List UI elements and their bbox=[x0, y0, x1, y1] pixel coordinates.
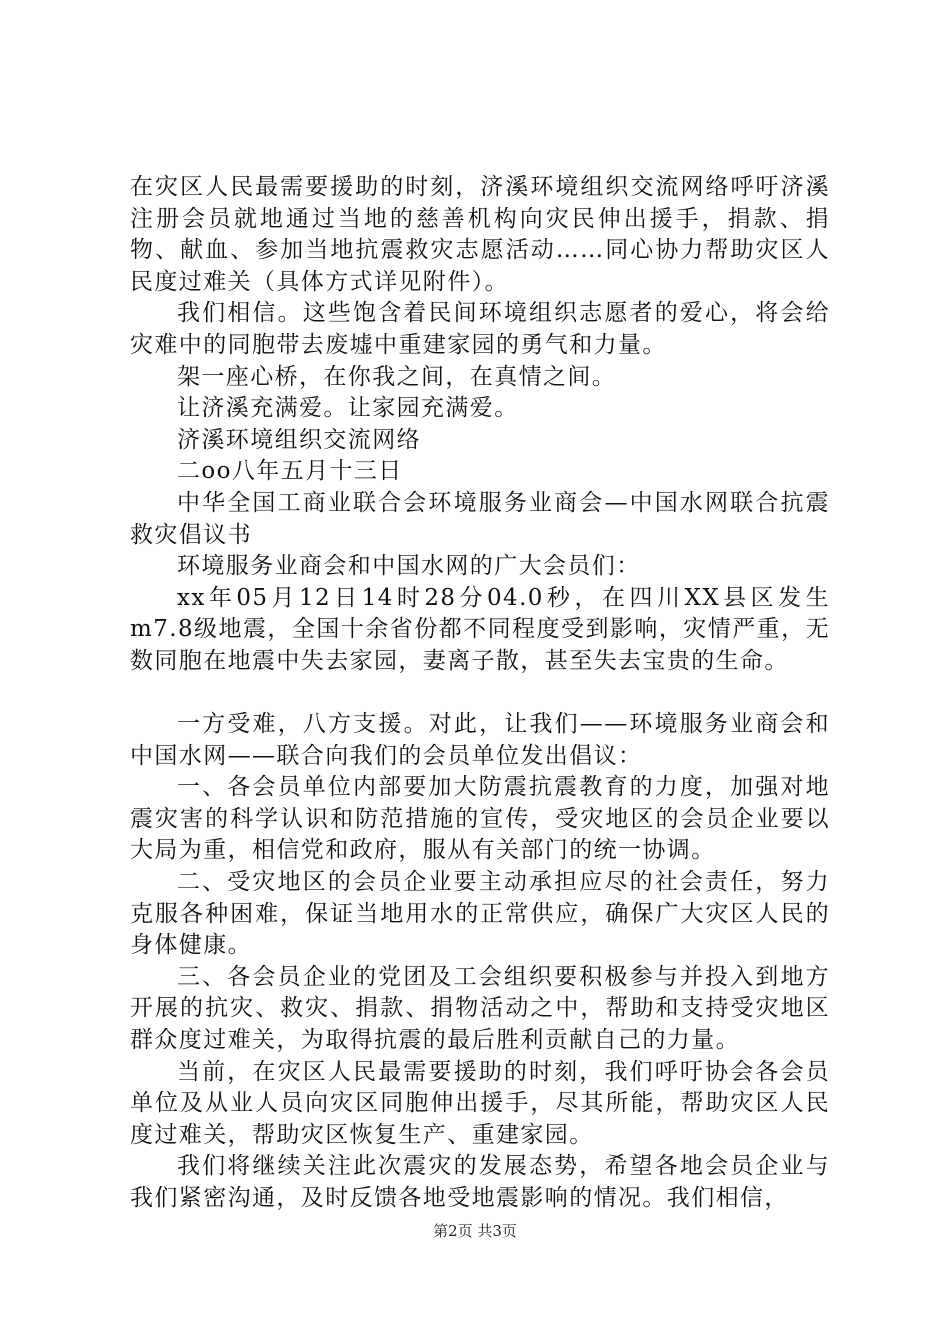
paragraph: 架一座心桥，在你我之间，在真情之间。 bbox=[177, 363, 617, 390]
paragraph: 在灾区人民最需要援助的时刻，济溪环境组织交流网络呼吁济溪注册会员就地通过当地的慈善机构向灾民伸出援手，捐款、捐物、献血、参加当地抗震救灾志愿活动……同心协力帮助灾区人民度过难关（具体方式详见附件）。 bbox=[130, 174, 830, 295]
paragraph: 当前，在灾区人民最需要援助的时刻，我们呼吁协会各会员单位及从业人员向灾区同胞伸出援手，尽其所能，帮助灾区人民度过难关，帮助灾区恢复生产、重建家园。 bbox=[130, 1058, 830, 1148]
paragraph: 中华全国工商业联合会环境服务业商会—中国水网联合抗震救灾倡议书 bbox=[130, 489, 830, 548]
paragraph: 我们将继续关注此次震灾的发展态势，希望各地会员企业与我们紧密沟通，及时反馈各地受地震影响的情况。我们相信， bbox=[130, 1153, 830, 1211]
paragraph: 一方受难，八方支援。对此，让我们——环境服务业商会和中国水网——联合向我们的会员单位发出倡议： bbox=[130, 711, 830, 769]
paragraph: 三、各会员企业的党团及工会组织要积极参与并投入到地方开展的抗灾、救灾、捐款、捐物活动之中，帮助和支持受灾地区群众度过难关，为取得抗震的最后胜利贡献自己的力量。 bbox=[130, 963, 830, 1054]
page-footer: 第2页 共3页 bbox=[433, 1222, 517, 1240]
document-body bbox=[130, 172, 830, 1215]
paragraph: xx年05月12日14时28分04.0秒，在四川XX县区发生m7.8级地震，全国十余省份都不同程度受到影响，灾情严重，无数同胞在地震中失去家园，妻离子散，甚至失去宝贵的生命。 bbox=[130, 584, 830, 674]
paragraph: 我们相信。这些饱含着民间环境组织志愿者的爱心，将会给灾难中的同胞带去废墟中重建家园的勇气和力量。 bbox=[130, 300, 830, 358]
paragraph: 一、各会员单位内部要加大防震抗震教育的力度，加强对地震灾害的科学认识和防范措施的宣传，受灾地区的会员企业要以大局为重，相信党和政府，服从有关部门的统一协调。 bbox=[130, 774, 830, 864]
paragraph: 二oo八年五月十三日 bbox=[177, 458, 403, 485]
paragraph: 环境服务业商会和中国水网的广大会员们： bbox=[177, 553, 641, 580]
blank-line bbox=[130, 678, 830, 710]
paragraph: 二、受灾地区的会员企业要主动承担应尽的社会责任，努力克服各种困难，保证当地用水的正常供应，确保广大灾区人民的身体健康。 bbox=[130, 869, 830, 959]
paragraph: 济溪环境组织交流网络 bbox=[177, 426, 421, 453]
paragraph: 让济溪充满爱。让家园充满爱。 bbox=[177, 395, 519, 422]
